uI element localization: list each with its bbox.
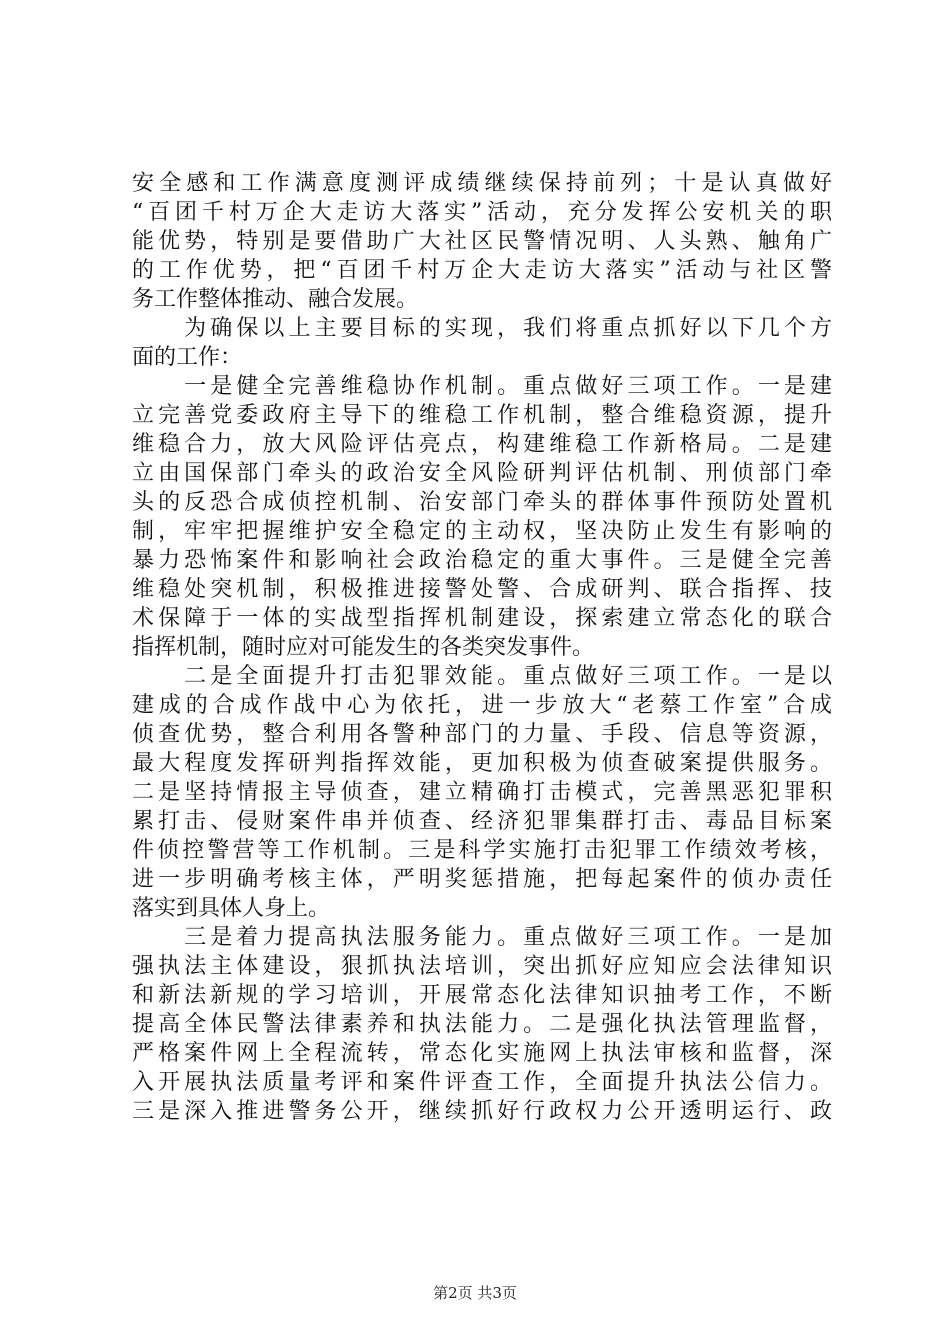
- text-line: 严格案件网上全程流转，常态化实施网上执法审核和监督，深: [132, 1041, 832, 1066]
- text-line: 立完善党委政府主导下的维稳工作机制，整合维稳资源，提升: [132, 403, 832, 428]
- text-line: 三是着力提高执法服务能力。重点做好三项工作。一是加: [132, 925, 832, 950]
- text-line: 二是全面提升打击犯罪效能。重点做好三项工作。一是以: [132, 664, 832, 689]
- text-line: 一是健全完善维稳协作机制。重点做好三项工作。一是建: [132, 374, 832, 399]
- text-line: 维稳合力，放大风险评估亮点，构建维稳工作新格局。二是建: [132, 432, 832, 457]
- text-line: 制，牢牢把握维护安全稳定的主动权，坚决防止发生有影响的: [132, 519, 832, 544]
- text-line: 进一步明确考核主体，严明奖惩措施，把每起案件的侦办责任: [132, 867, 832, 892]
- text-line: 二是坚持情报主导侦查，建立精确打击模式，完善黑恶犯罪积: [132, 780, 832, 805]
- text-line: 务工作整体推动、融合发展。: [132, 287, 419, 312]
- text-line: 累打击、侵财案件串并侦查、经济犯罪集群打击、毒品目标案: [132, 809, 832, 834]
- text-line: “百团千村万企大走访大落实”活动，充分发挥公安机关的职: [132, 200, 832, 225]
- text-line: 安全感和工作满意度测评成绩继续保持前列；十是认真做好: [132, 171, 832, 196]
- text-line: 建成的合成作战中心为依托，进一步放大“老蔡工作室”合成: [132, 693, 832, 718]
- text-line: 落实到具体人身上。: [132, 896, 331, 921]
- body-text: [132, 169, 832, 1126]
- text-line: 术保障于一体的实战型指挥机制建设，探索建立常态化的联合: [132, 606, 832, 631]
- text-line: 最大程度发挥研判指挥效能，更加积极为侦查破案提供服务。: [132, 751, 832, 776]
- text-line: 面的工作：: [132, 345, 243, 370]
- text-line: 的工作优势，把“百团千村万企大走访大落实”活动与社区警: [132, 258, 832, 283]
- text-line: 头的反恐合成侦控机制、治安部门牵头的群体事件预防处置机: [132, 490, 832, 515]
- text-line: 为确保以上主要目标的实现，我们将重点抓好以下几个方: [132, 316, 832, 341]
- text-line: 指挥机制，随时应对可能发生的各类突发事件。: [132, 635, 595, 660]
- text-line: 能优势，特别是要借助广大社区民警情况明、人头熟、触角广: [132, 229, 832, 254]
- page-footer: 第2页 共3页: [433, 1284, 517, 1302]
- text-line: 立由国保部门牵头的政治安全风险研判评估机制、刑侦部门牵: [132, 461, 832, 486]
- text-line: 入开展执法质量考评和案件评查工作，全面提升执法公信力。: [132, 1070, 832, 1095]
- text-line: 件侦控警营等工作机制。三是科学实施打击犯罪工作绩效考核，: [132, 838, 832, 863]
- text-line: 暴力恐怖案件和影响社会政治稳定的重大事件。三是健全完善: [132, 548, 832, 573]
- text-line: 和新法新规的学习培训，开展常态化法律知识抽考工作，不断: [132, 983, 832, 1008]
- text-line: 侦查优势，整合利用各警种部门的力量、手段、信息等资源，: [132, 722, 832, 747]
- text-line: 强执法主体建设，狠抓执法培训，突出抓好应知应会法律知识: [132, 954, 832, 979]
- text-line: 维稳处突机制，积极推进接警处警、合成研判、联合指挥、技: [132, 577, 832, 602]
- text-line: 提高全体民警法律素养和执法能力。二是强化执法管理监督，: [132, 1012, 832, 1037]
- text-line: 三是深入推进警务公开，继续抓好行政权力公开透明运行、政: [132, 1099, 832, 1124]
